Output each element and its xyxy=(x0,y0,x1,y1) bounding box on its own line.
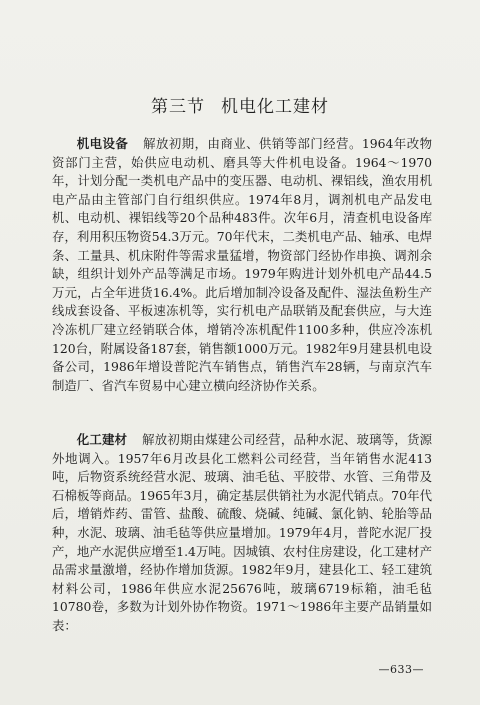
section-heading xyxy=(0,92,480,117)
paragraph-keyword: 化工建材 xyxy=(76,432,128,447)
paragraph-chemical-building-materials xyxy=(52,431,432,636)
section-title: 机电化工建材 xyxy=(221,97,329,117)
section-number: 第三节 xyxy=(151,97,205,117)
paragraph-body: 解放初期，由商业、供销等部门经营。1964年改物资部门主营，始供应电动机、磨具等大件机电设备。1964～1970年，计划分配一类机电产品中的变压器、电动机、裸铝线，渔农用机电产品由主管部门自行组织供应。1974年8月，调剂机电产品发电机、电动机、裸铝线等20个品种483件。次年6月，清查机电设备库存，利用积压物资54.3万元。70年代末，二类机电产品、轴承、电焊条、工量具、机床附件等需求量猛增，物资部门经协作串换、调剂余缺，组织计划外产品等满足市场。1979年购进计划外机电产品44.5万元，占全年进货16.4%。此后增加制冷设备及配件、湿法鱼粉生产线成套设备、平板速冻机等，实行机电产品联销及配套供应，与大连冷冻机厂建立经销联合体，增销冷冻机配件1100多种，供应冷冻机120台，附属设备187套，销售额1000万元。1982年9月建县机电设备公司，1986年增设普陀汽车销售点，销售汽车28辆，与南京汽车制造厂、省汽车贸易中心建立横向经济协作关系。 xyxy=(52,136,432,393)
page-number: —633— xyxy=(378,663,424,676)
paragraph-keyword: 机电设备 xyxy=(76,136,129,151)
paragraph-body: 解放初期由煤建公司经营，品种水泥、玻璃等，货源外地调入。1957年6月改县化工燃料公司经营，当年销售水泥413吨，后物资系统经营水泥、玻璃、油毛毡、平胶带、水管、三角带及石棉板等商品。1965年3月，确定基层供销社为水泥代销点。70年代后，增销炸药、雷管、盐酸、硫酸、烧碱、纯碱、氯化钠、轮胎等品种，水泥、玻璃、油毛毡等供应量增加。1979年4月，普陀水泥厂投产，地产水泥供应增至1.4万吨。因城镇、农村住房建设，化工建材产品需求量激增，经协作增加货源。1982年9月，建县化工、轻工建筑材料公司，1986年供应水泥25676吨，玻璃6719标箱，油毛毡10780卷，多数为计划外协作物资。1971～1986年主要产品销量如表： xyxy=(52,432,433,633)
paragraph-machinery-equipment xyxy=(52,135,432,395)
